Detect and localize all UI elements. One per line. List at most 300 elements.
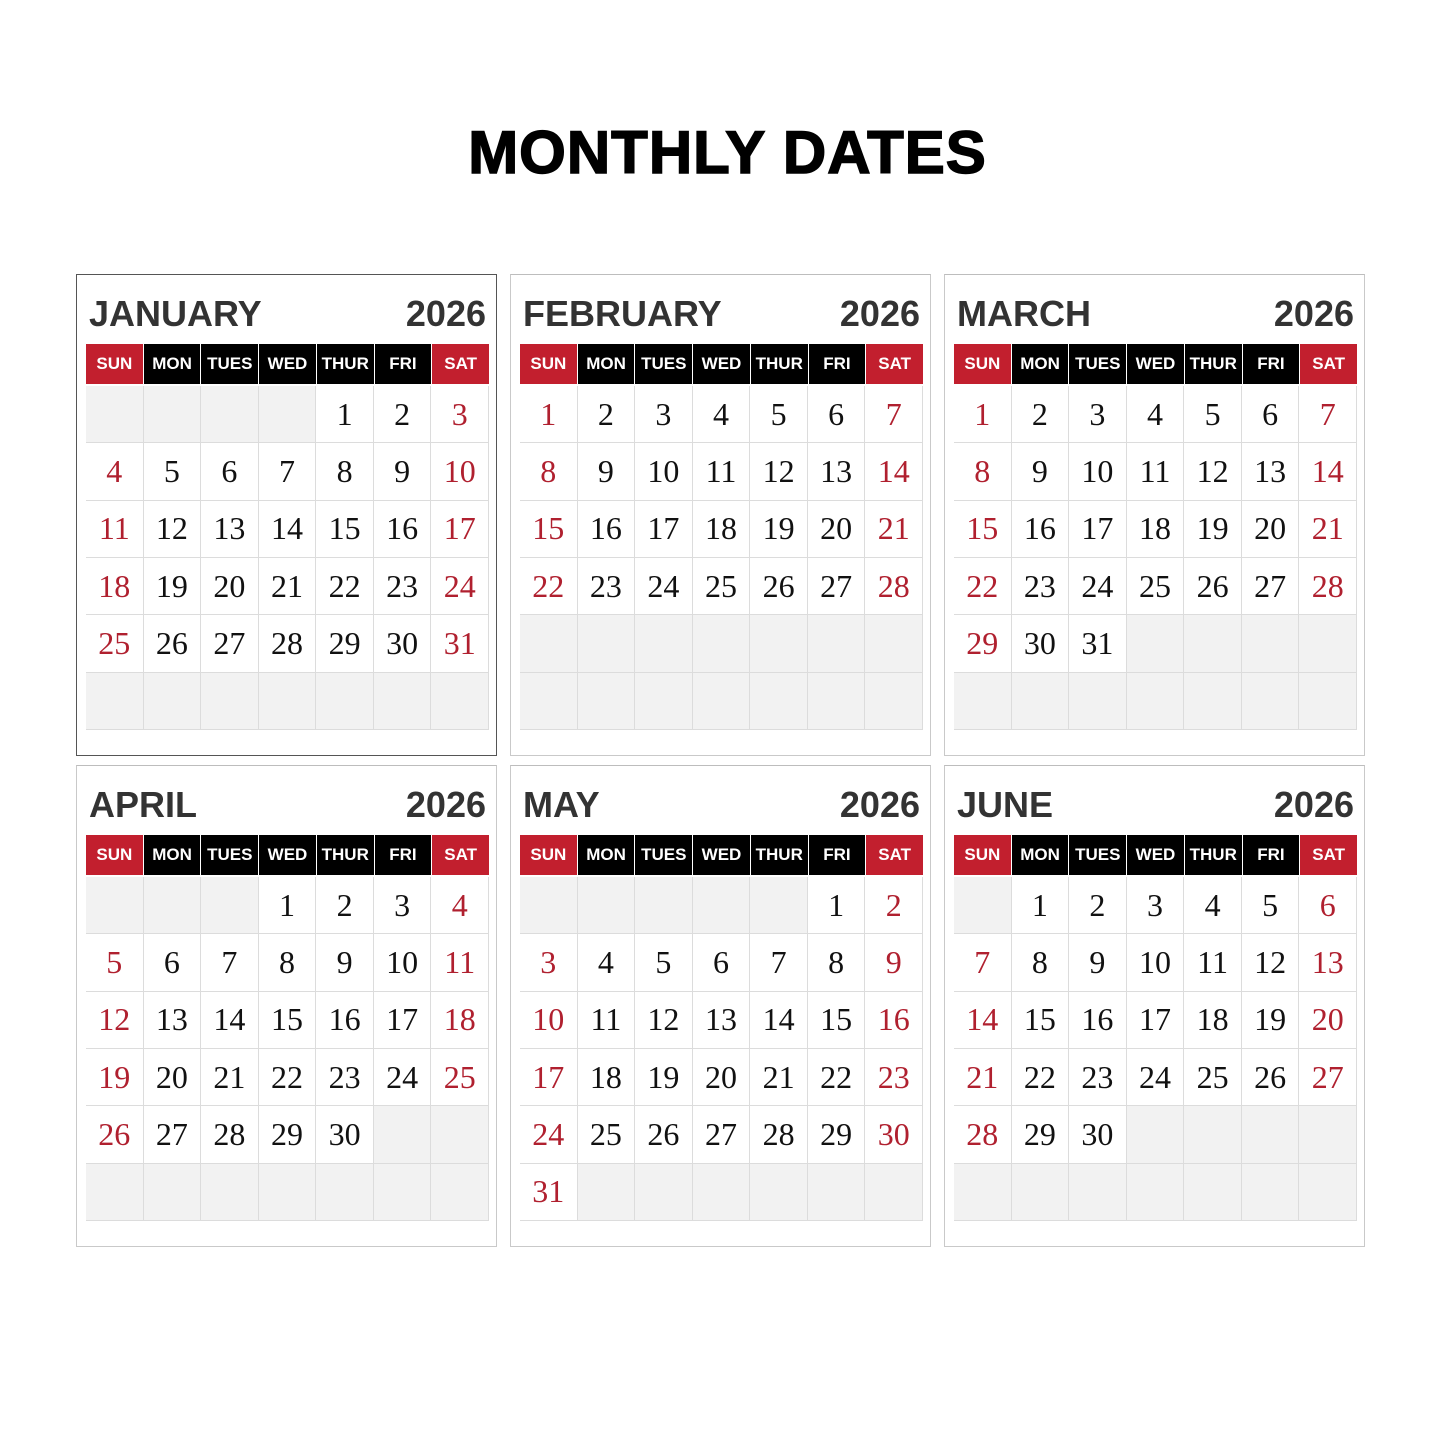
- weekday-sun: SUN: [954, 344, 1012, 384]
- empty-day-cell: [635, 1164, 693, 1221]
- month-name: JANUARY: [89, 293, 262, 334]
- weekday-sun: SUN: [520, 344, 578, 384]
- day-cell[interactable]: 2: [578, 386, 636, 443]
- day-cell[interactable]: 8: [1012, 934, 1070, 991]
- weekday-thur: THUR: [317, 835, 375, 875]
- empty-day-cell: [520, 615, 578, 672]
- day-cell[interactable]: 12: [1184, 443, 1242, 500]
- day-cell[interactable]: 6: [808, 386, 866, 443]
- day-cell[interactable]: 15: [808, 992, 866, 1049]
- empty-day-cell: [1299, 615, 1357, 672]
- day-cell[interactable]: 13: [808, 443, 866, 500]
- day-cell[interactable]: 21: [1299, 501, 1357, 558]
- day-cell[interactable]: 7: [954, 934, 1012, 991]
- day-cell[interactable]: 1: [808, 877, 866, 934]
- day-cell[interactable]: 7: [259, 443, 317, 500]
- empty-day-cell: [431, 1164, 489, 1221]
- empty-day-cell: [144, 1164, 202, 1221]
- day-cell[interactable]: 17: [635, 501, 693, 558]
- day-cell[interactable]: 24: [1127, 1049, 1185, 1106]
- page-title: MONTHLY DATES: [468, 119, 987, 186]
- day-cell[interactable]: 9: [316, 934, 374, 991]
- day-cell[interactable]: 23: [865, 1049, 923, 1106]
- empty-day-cell: [1184, 615, 1242, 672]
- weekday-thur: THUR: [317, 344, 375, 384]
- weekday-wed: WED: [1127, 835, 1185, 875]
- month-name: MAY: [523, 784, 600, 825]
- weekday-fri: FRI: [375, 344, 433, 384]
- day-cell[interactable]: 26: [750, 558, 808, 615]
- empty-day-cell: [1299, 1106, 1357, 1163]
- weekday-tues: TUES: [201, 835, 259, 875]
- empty-day-cell: [431, 1106, 489, 1163]
- weekday-wed: WED: [259, 344, 317, 384]
- month-card-january: [76, 274, 497, 756]
- month-year: 2026: [1273, 293, 1354, 334]
- day-cell[interactable]: 21: [865, 501, 923, 558]
- empty-day-cell: [578, 1164, 636, 1221]
- month-card-may: [510, 765, 931, 1247]
- day-cell[interactable]: 16: [865, 992, 923, 1049]
- day-cell[interactable]: 11: [693, 443, 751, 500]
- day-cell[interactable]: 6: [1299, 877, 1357, 934]
- day-cell[interactable]: 23: [1069, 1049, 1127, 1106]
- empty-day-cell: [1012, 1164, 1070, 1221]
- day-cell[interactable]: 5: [1184, 386, 1242, 443]
- day-cell[interactable]: 16: [374, 501, 432, 558]
- day-cell[interactable]: 28: [1299, 558, 1357, 615]
- day-cell[interactable]: 14: [1299, 443, 1357, 500]
- empty-day-cell: [259, 1164, 317, 1221]
- day-cell[interactable]: 17: [374, 992, 432, 1049]
- day-cell[interactable]: 29: [1012, 1106, 1070, 1163]
- day-cell[interactable]: 29: [954, 615, 1012, 672]
- weekday-wed: WED: [693, 344, 751, 384]
- day-cell[interactable]: 24: [374, 1049, 432, 1106]
- empty-day-cell: [635, 615, 693, 672]
- day-cell[interactable]: 9: [374, 443, 432, 500]
- day-cell[interactable]: 17: [1069, 501, 1127, 558]
- day-cell[interactable]: 26: [635, 1106, 693, 1163]
- day-cell[interactable]: 14: [201, 992, 259, 1049]
- day-cell[interactable]: 25: [431, 1049, 489, 1106]
- day-cell[interactable]: 14: [259, 501, 317, 558]
- day-cell[interactable]: 13: [1299, 934, 1357, 991]
- weekday-tues: TUES: [1069, 835, 1127, 875]
- empty-day-cell: [1299, 1164, 1357, 1221]
- day-cell[interactable]: 23: [1012, 558, 1070, 615]
- day-cell[interactable]: 30: [1069, 1106, 1127, 1163]
- day-cell[interactable]: 28: [259, 615, 317, 672]
- empty-day-cell: [808, 615, 866, 672]
- day-cell[interactable]: 21: [954, 1049, 1012, 1106]
- day-cell[interactable]: 25: [1127, 558, 1185, 615]
- weekday-sun: SUN: [520, 835, 578, 875]
- empty-day-cell: [144, 877, 202, 934]
- empty-day-cell: [1242, 673, 1300, 730]
- empty-day-cell: [1299, 673, 1357, 730]
- day-cell[interactable]: 4: [578, 934, 636, 991]
- empty-day-cell: [1069, 673, 1127, 730]
- day-cell[interactable]: 29: [316, 615, 374, 672]
- day-cell[interactable]: 6: [144, 934, 202, 991]
- empty-day-cell: [578, 615, 636, 672]
- day-cell[interactable]: 27: [144, 1106, 202, 1163]
- day-cell[interactable]: 9: [1012, 443, 1070, 500]
- empty-day-cell: [431, 673, 489, 730]
- day-cell[interactable]: 2: [374, 386, 432, 443]
- weekday-header-row: [86, 344, 489, 384]
- empty-day-cell: [316, 1164, 374, 1221]
- empty-day-cell: [693, 673, 751, 730]
- day-cell[interactable]: 25: [693, 558, 751, 615]
- day-cell[interactable]: 12: [1242, 934, 1300, 991]
- empty-day-cell: [1127, 1164, 1185, 1221]
- day-cell[interactable]: 31: [1069, 615, 1127, 672]
- day-cell[interactable]: 10: [520, 992, 578, 1049]
- day-cell[interactable]: 7: [201, 934, 259, 991]
- weekday-tues: TUES: [201, 344, 259, 384]
- day-cell[interactable]: 18: [1127, 501, 1185, 558]
- day-cell[interactable]: 1: [520, 386, 578, 443]
- day-cell[interactable]: 1: [1012, 877, 1070, 934]
- day-cell[interactable]: 22: [808, 1049, 866, 1106]
- weekday-mon: MON: [144, 835, 202, 875]
- day-cell[interactable]: 28: [201, 1106, 259, 1163]
- day-cell[interactable]: 18: [578, 1049, 636, 1106]
- day-cell[interactable]: 14: [865, 443, 923, 500]
- day-cell[interactable]: 22: [520, 558, 578, 615]
- day-cell[interactable]: 24: [635, 558, 693, 615]
- day-cell[interactable]: 31: [431, 615, 489, 672]
- weekday-header-row: [954, 835, 1357, 875]
- empty-day-cell: [520, 877, 578, 934]
- day-cell[interactable]: 18: [86, 558, 144, 615]
- day-cell[interactable]: 17: [1127, 992, 1185, 1049]
- empty-day-cell: [86, 1164, 144, 1221]
- empty-day-cell: [635, 673, 693, 730]
- empty-day-cell: [1184, 1164, 1242, 1221]
- day-cell[interactable]: 6: [1242, 386, 1300, 443]
- empty-day-cell: [86, 386, 144, 443]
- day-cell[interactable]: 27: [1299, 1049, 1357, 1106]
- weekday-sat: SAT: [866, 344, 923, 384]
- day-cell[interactable]: 16: [1069, 992, 1127, 1049]
- day-cell[interactable]: 1: [259, 877, 317, 934]
- day-cell[interactable]: 27: [808, 558, 866, 615]
- day-cell[interactable]: 3: [520, 934, 578, 991]
- day-cell[interactable]: 25: [1184, 1049, 1242, 1106]
- day-cell[interactable]: 8: [259, 934, 317, 991]
- weekday-mon: MON: [1012, 344, 1070, 384]
- day-cell[interactable]: 8: [808, 934, 866, 991]
- weekday-thur: THUR: [751, 344, 809, 384]
- day-cell[interactable]: 20: [693, 1049, 751, 1106]
- empty-day-cell: [1242, 615, 1300, 672]
- empty-day-cell: [865, 1164, 923, 1221]
- weekday-thur: THUR: [1185, 835, 1243, 875]
- day-cell[interactable]: 22: [316, 558, 374, 615]
- day-cell[interactable]: 11: [1184, 934, 1242, 991]
- empty-day-cell: [750, 877, 808, 934]
- empty-day-cell: [693, 1164, 751, 1221]
- weekday-header-row: [86, 835, 489, 875]
- empty-day-cell: [201, 386, 259, 443]
- day-cell[interactable]: 3: [1127, 877, 1185, 934]
- day-cell[interactable]: 19: [750, 501, 808, 558]
- day-cell[interactable]: 24: [431, 558, 489, 615]
- day-cell[interactable]: 22: [259, 1049, 317, 1106]
- empty-day-cell: [520, 673, 578, 730]
- empty-day-cell: [201, 1164, 259, 1221]
- day-cell[interactable]: 4: [431, 877, 489, 934]
- day-cell[interactable]: 14: [954, 992, 1012, 1049]
- day-cell[interactable]: 30: [1012, 615, 1070, 672]
- day-cell[interactable]: 27: [1242, 558, 1300, 615]
- day-cell[interactable]: 2: [1069, 877, 1127, 934]
- day-cell[interactable]: 9: [865, 934, 923, 991]
- day-cell[interactable]: 19: [1242, 992, 1300, 1049]
- empty-day-cell: [750, 1164, 808, 1221]
- month-name: MARCH: [957, 293, 1091, 334]
- weekday-mon: MON: [1012, 835, 1070, 875]
- day-cell[interactable]: 8: [316, 443, 374, 500]
- empty-day-cell: [808, 673, 866, 730]
- day-cell[interactable]: 13: [201, 501, 259, 558]
- day-cell[interactable]: 15: [259, 992, 317, 1049]
- day-cell[interactable]: 2: [1012, 386, 1070, 443]
- day-cell[interactable]: 5: [750, 386, 808, 443]
- day-cell[interactable]: 8: [954, 443, 1012, 500]
- weekday-mon: MON: [578, 835, 636, 875]
- empty-day-cell: [578, 877, 636, 934]
- day-cell[interactable]: 15: [316, 501, 374, 558]
- day-cell[interactable]: 13: [144, 992, 202, 1049]
- weekday-sat: SAT: [866, 835, 923, 875]
- day-cell[interactable]: 31: [520, 1164, 578, 1221]
- day-cell[interactable]: 3: [1069, 386, 1127, 443]
- day-cell[interactable]: 24: [1069, 558, 1127, 615]
- day-cell[interactable]: 12: [750, 443, 808, 500]
- weekday-mon: MON: [144, 344, 202, 384]
- day-cell[interactable]: 16: [1012, 501, 1070, 558]
- day-cell[interactable]: 9: [1069, 934, 1127, 991]
- day-cell[interactable]: 24: [520, 1106, 578, 1163]
- day-cell[interactable]: 3: [431, 386, 489, 443]
- empty-day-cell: [374, 1106, 432, 1163]
- day-cell[interactable]: 10: [431, 443, 489, 500]
- day-cell[interactable]: 10: [1069, 443, 1127, 500]
- day-cell[interactable]: 18: [1184, 992, 1242, 1049]
- day-grid: [86, 386, 489, 730]
- day-cell[interactable]: 18: [693, 501, 751, 558]
- day-grid: [954, 386, 1357, 730]
- day-cell[interactable]: 7: [865, 386, 923, 443]
- day-cell[interactable]: 16: [578, 501, 636, 558]
- empty-day-cell: [865, 615, 923, 672]
- day-cell[interactable]: 25: [578, 1106, 636, 1163]
- day-cell[interactable]: 4: [86, 443, 144, 500]
- day-cell[interactable]: 4: [1127, 386, 1185, 443]
- empty-day-cell: [86, 877, 144, 934]
- day-cell[interactable]: 5: [1242, 877, 1300, 934]
- day-cell[interactable]: 20: [1242, 501, 1300, 558]
- day-cell[interactable]: 11: [1127, 443, 1185, 500]
- day-cell[interactable]: 13: [693, 992, 751, 1049]
- empty-day-cell: [865, 673, 923, 730]
- day-cell[interactable]: 28: [865, 558, 923, 615]
- empty-day-cell: [750, 615, 808, 672]
- day-cell[interactable]: 1: [316, 386, 374, 443]
- weekday-wed: WED: [1127, 344, 1185, 384]
- empty-day-cell: [1242, 1106, 1300, 1163]
- day-cell[interactable]: 2: [865, 877, 923, 934]
- month-card-april: [76, 765, 497, 1247]
- empty-day-cell: [1242, 1164, 1300, 1221]
- day-cell[interactable]: 25: [86, 615, 144, 672]
- weekday-fri: FRI: [809, 835, 867, 875]
- weekday-fri: FRI: [1243, 344, 1301, 384]
- day-cell[interactable]: 5: [635, 934, 693, 991]
- empty-day-cell: [374, 673, 432, 730]
- day-cell[interactable]: 8: [520, 443, 578, 500]
- day-cell[interactable]: 12: [144, 501, 202, 558]
- day-cell[interactable]: 7: [750, 934, 808, 991]
- weekday-sat: SAT: [1300, 835, 1357, 875]
- weekday-sat: SAT: [432, 835, 489, 875]
- day-grid: [86, 877, 489, 1221]
- day-cell[interactable]: 23: [578, 558, 636, 615]
- day-cell[interactable]: 15: [1012, 992, 1070, 1049]
- day-cell[interactable]: 7: [1299, 386, 1357, 443]
- empty-day-cell: [693, 877, 751, 934]
- day-cell[interactable]: 26: [1184, 558, 1242, 615]
- day-cell[interactable]: 16: [316, 992, 374, 1049]
- day-cell[interactable]: 11: [86, 501, 144, 558]
- weekday-thur: THUR: [1185, 344, 1243, 384]
- month-year: 2026: [405, 293, 486, 334]
- day-cell[interactable]: 27: [693, 1106, 751, 1163]
- day-cell[interactable]: 21: [750, 1049, 808, 1106]
- weekday-sun: SUN: [86, 344, 144, 384]
- day-cell[interactable]: 11: [578, 992, 636, 1049]
- day-cell[interactable]: 28: [954, 1106, 1012, 1163]
- empty-day-cell: [954, 673, 1012, 730]
- weekday-fri: FRI: [809, 344, 867, 384]
- day-cell[interactable]: 14: [750, 992, 808, 1049]
- day-cell[interactable]: 12: [635, 992, 693, 1049]
- day-cell[interactable]: 20: [201, 558, 259, 615]
- weekday-header-row: [520, 344, 923, 384]
- day-cell[interactable]: 3: [374, 877, 432, 934]
- day-cell[interactable]: 26: [1242, 1049, 1300, 1106]
- day-cell[interactable]: 18: [431, 992, 489, 1049]
- weekday-tues: TUES: [1069, 344, 1127, 384]
- empty-day-cell: [201, 877, 259, 934]
- day-cell[interactable]: 11: [431, 934, 489, 991]
- day-cell[interactable]: 30: [865, 1106, 923, 1163]
- day-cell[interactable]: 15: [520, 501, 578, 558]
- day-cell[interactable]: 10: [635, 443, 693, 500]
- day-cell[interactable]: 30: [316, 1106, 374, 1163]
- month-year: 2026: [1273, 784, 1354, 825]
- day-cell[interactable]: 19: [144, 558, 202, 615]
- day-cell[interactable]: 2: [316, 877, 374, 934]
- day-cell[interactable]: 20: [1299, 992, 1357, 1049]
- empty-day-cell: [259, 386, 317, 443]
- day-cell[interactable]: 20: [144, 1049, 202, 1106]
- day-cell[interactable]: 10: [1127, 934, 1185, 991]
- day-cell[interactable]: 22: [954, 558, 1012, 615]
- day-cell[interactable]: 23: [316, 1049, 374, 1106]
- day-grid: [520, 386, 923, 730]
- day-cell[interactable]: 9: [578, 443, 636, 500]
- day-cell[interactable]: 17: [520, 1049, 578, 1106]
- day-cell[interactable]: 22: [1012, 1049, 1070, 1106]
- weekday-mon: MON: [578, 344, 636, 384]
- empty-day-cell: [144, 673, 202, 730]
- month-card-march: [944, 274, 1365, 756]
- weekday-wed: WED: [259, 835, 317, 875]
- day-cell[interactable]: 4: [1184, 877, 1242, 934]
- day-cell[interactable]: 26: [86, 1106, 144, 1163]
- empty-day-cell: [259, 673, 317, 730]
- day-cell[interactable]: 17: [431, 501, 489, 558]
- day-cell[interactable]: 19: [635, 1049, 693, 1106]
- day-cell[interactable]: 4: [693, 386, 751, 443]
- day-cell[interactable]: 21: [259, 558, 317, 615]
- day-cell[interactable]: 29: [808, 1106, 866, 1163]
- weekday-fri: FRI: [1243, 835, 1301, 875]
- day-cell[interactable]: 6: [201, 443, 259, 500]
- day-cell[interactable]: 5: [144, 443, 202, 500]
- day-cell[interactable]: 21: [201, 1049, 259, 1106]
- day-cell[interactable]: 28: [750, 1106, 808, 1163]
- day-grid: [520, 877, 923, 1221]
- weekday-wed: WED: [693, 835, 751, 875]
- empty-day-cell: [954, 1164, 1012, 1221]
- day-cell[interactable]: 19: [86, 1049, 144, 1106]
- empty-day-cell: [86, 673, 144, 730]
- weekday-sat: SAT: [432, 344, 489, 384]
- month-name: JUNE: [957, 784, 1054, 825]
- day-cell[interactable]: 15: [954, 501, 1012, 558]
- day-cell[interactable]: 10: [374, 934, 432, 991]
- weekday-sun: SUN: [86, 835, 144, 875]
- day-cell[interactable]: 20: [808, 501, 866, 558]
- day-cell[interactable]: 6: [693, 934, 751, 991]
- day-cell[interactable]: 27: [201, 615, 259, 672]
- day-cell[interactable]: 3: [635, 386, 693, 443]
- day-cell[interactable]: 5: [86, 934, 144, 991]
- day-cell[interactable]: 12: [86, 992, 144, 1049]
- day-cell[interactable]: 26: [144, 615, 202, 672]
- day-cell[interactable]: 1: [954, 386, 1012, 443]
- weekday-sun: SUN: [954, 835, 1012, 875]
- empty-day-cell: [316, 673, 374, 730]
- month-year: 2026: [839, 293, 920, 334]
- empty-day-cell: [1127, 615, 1185, 672]
- day-cell[interactable]: 23: [374, 558, 432, 615]
- day-cell[interactable]: 19: [1184, 501, 1242, 558]
- day-cell[interactable]: 13: [1242, 443, 1300, 500]
- day-cell[interactable]: 30: [374, 615, 432, 672]
- month-name: FEBRUARY: [523, 293, 722, 334]
- day-cell[interactable]: 29: [259, 1106, 317, 1163]
- empty-day-cell: [808, 1164, 866, 1221]
- empty-day-cell: [578, 673, 636, 730]
- weekday-header-row: [520, 835, 923, 875]
